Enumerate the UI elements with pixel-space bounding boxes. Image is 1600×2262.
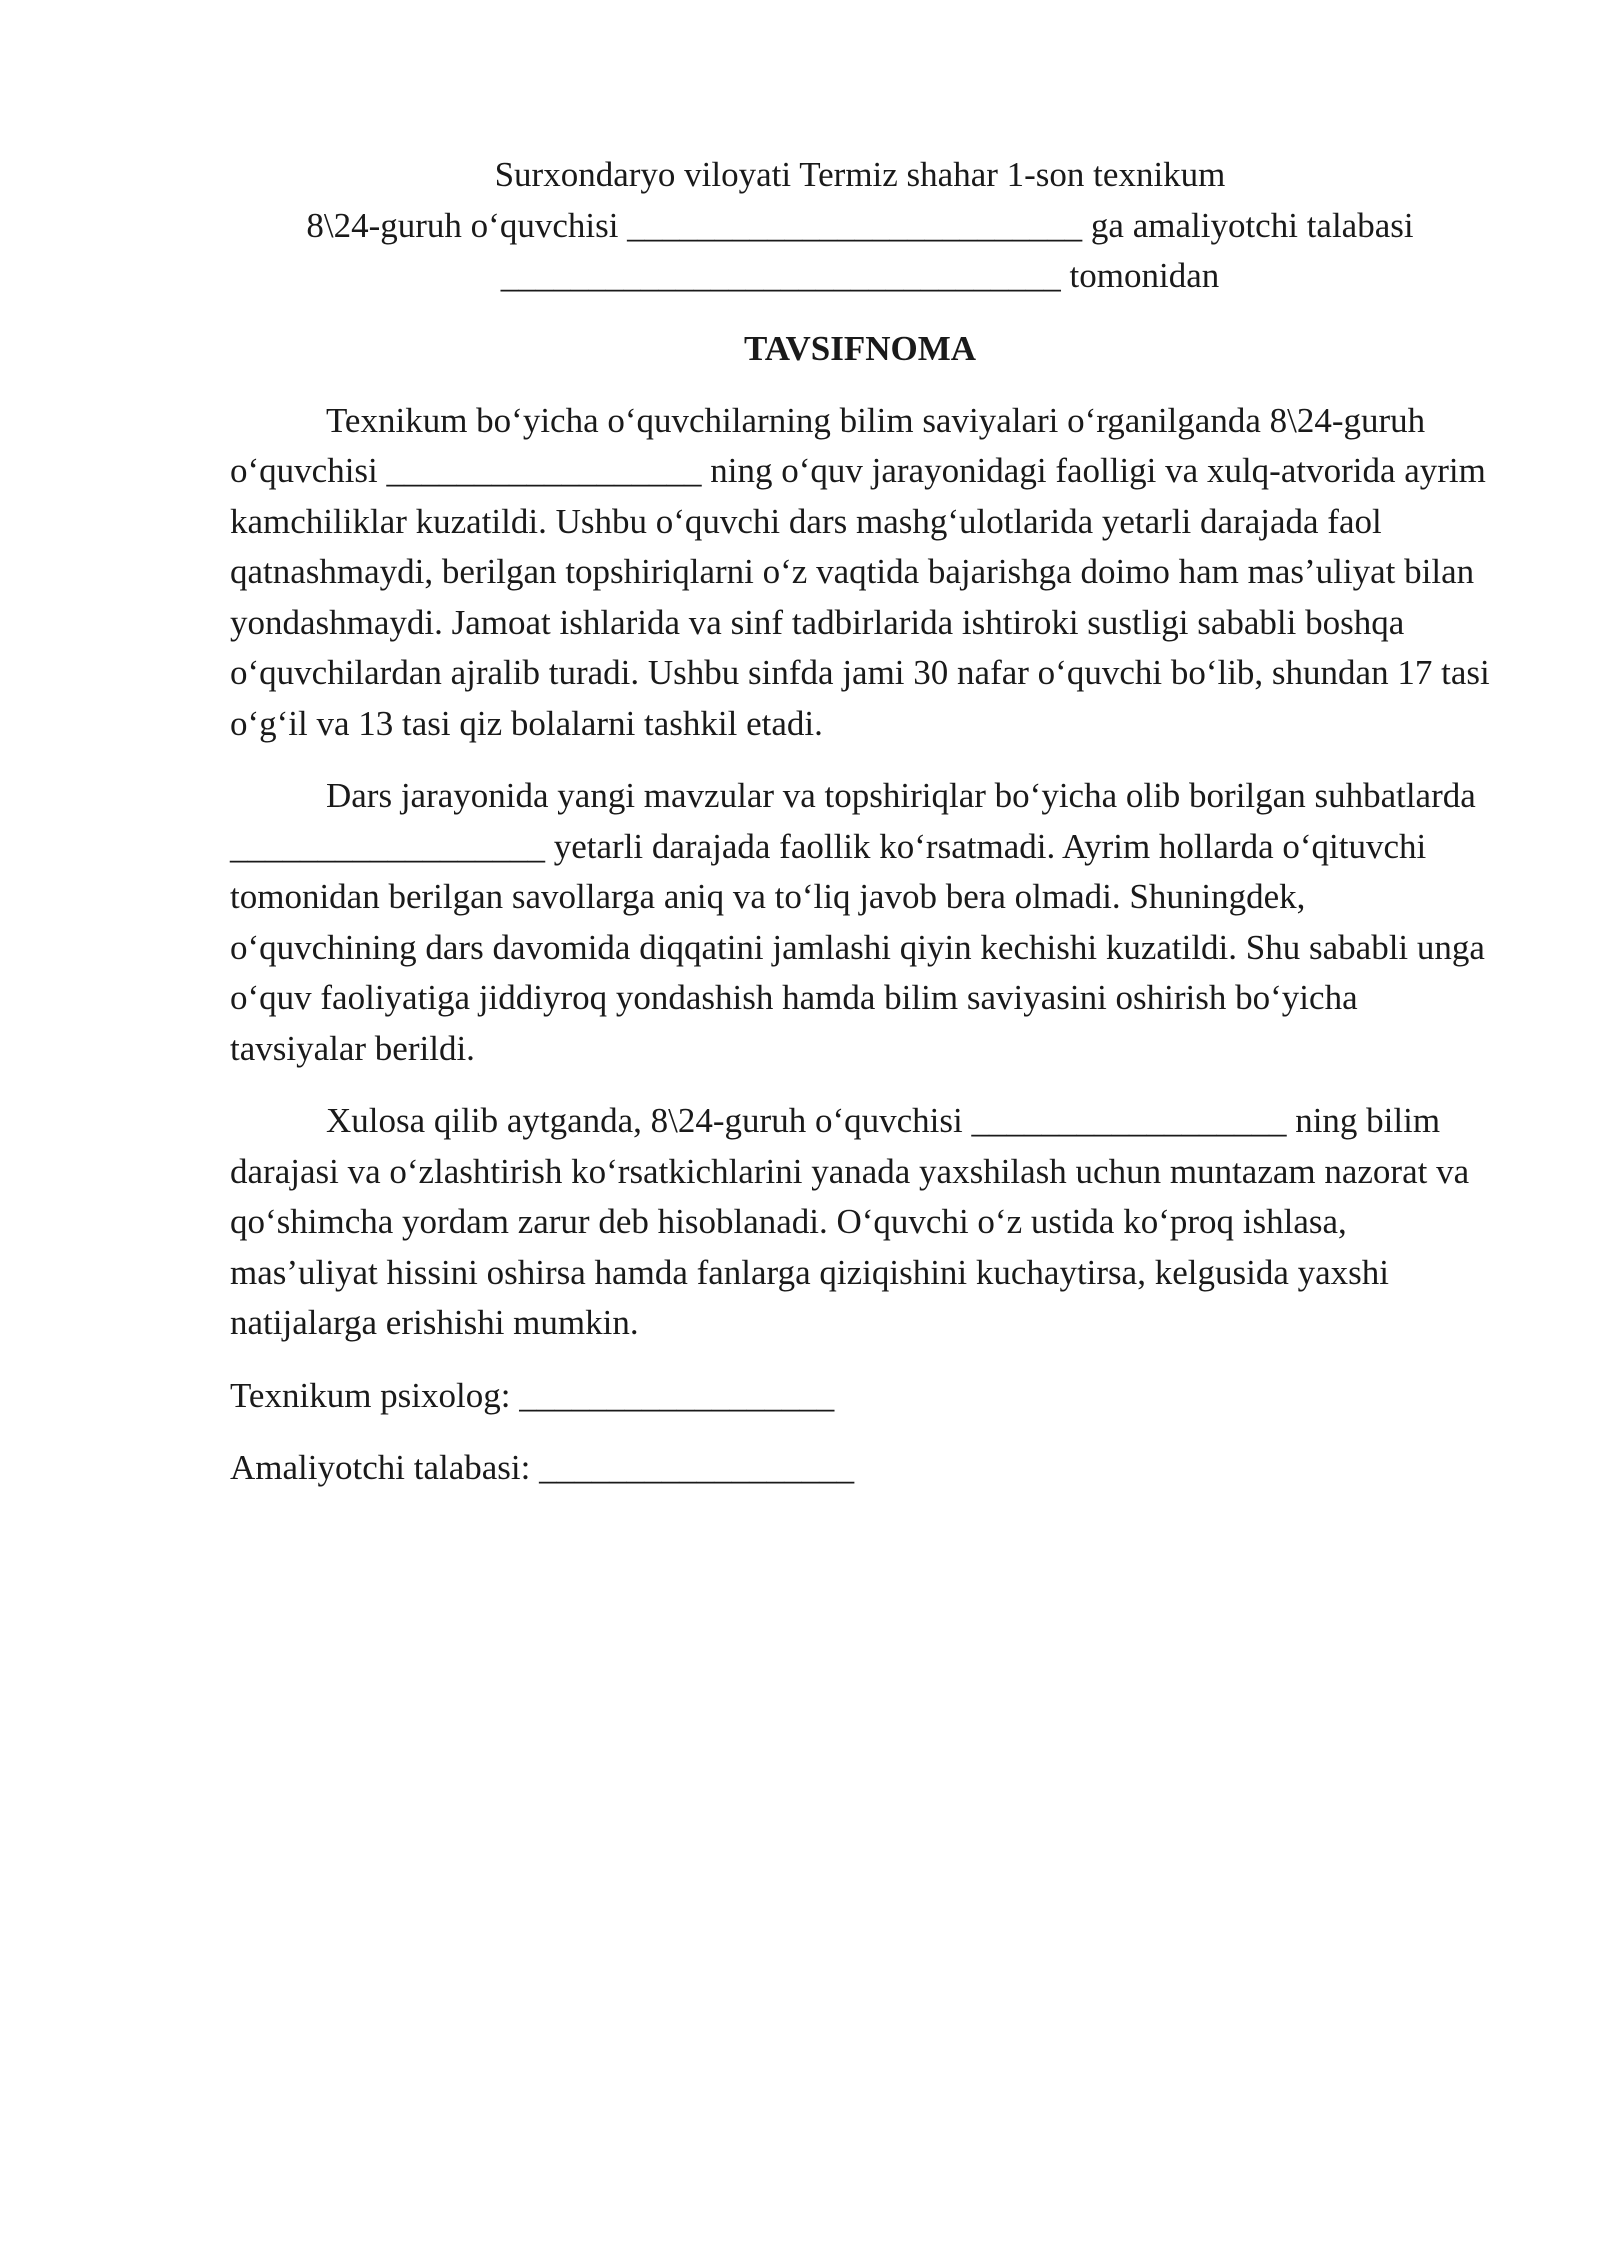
psychologist-signature-line: Texnikum psixolog: __________________ [230, 1375, 835, 1415]
document-title: TAVSIFNOMA [743, 328, 977, 368]
document-page [230, 150, 1490, 1516]
header-author-line: ________________________________ tomonidan [500, 256, 1220, 295]
paragraph-3: Xulosa qilib aytganda, 8\24-guruh o‘quvchisi __________________ ning bilim darajasi va o‘zlashtirish ko‘rsatkichlarini yanada yaxshilash uchun muntazam nazorat va qo‘shimcha yordam zarur deb hisoblanadi. O‘quvchi o‘z ustida ko‘proq ishlasa, mas’uliyat hissini oshirsa hamda fanlarga qiziqishini kuchaytirsa, kelgusida yaxshi natijalarga erishishi mumkin. [230, 1101, 1470, 1342]
paragraph-1: Texnikum bo‘yicha o‘quvchilarning bilim saviyalari o‘rganilganda 8\24-guruh o‘quvchisi __________________ ning o‘quv jarayonidagi faolligi va xulq-atvorida ayrim kamchiliklar kuzatildi. Ushbu o‘quvchi dars mashg‘ulotlarida yetarli darajada faol qatnashmaydi, berilgan topshiriqlarni o‘z vaqtida bajarishga doimo ham mas’uliyat bilan yondashmaydi. Jamoat ishlarida va sinf tadbirlarida ishtiroki sustligi sababli boshqa o‘quvchilardan ajralib turadi. Ushbu sinfda jami 30 nafar o‘quvchi bo‘lib, shundan 17 tasi o‘g‘il va 13 tasi qiz bolalarni tashkil etadi. [230, 400, 1490, 743]
header-group-line: 8\24-guruh o‘quvchisi __________________________ ga amaliyotchi talabasi [306, 205, 1414, 245]
intern-signature-line: Amaliyotchi talabasi: __________________ [230, 1448, 855, 1487]
paragraph-2: Dars jarayonida yangi mavzular va topshiriqlar bo‘yicha olib borilgan suhbatlarda __________________ yetarli darajada faollik ko‘rsatmadi. Ayrim hollarda o‘qituvchi tomonidan berilgan savollarga aniq va to‘liq javob bera olmadi. Shuningdek, o‘quvchining dars davomida diqqatini jamlashi qiyin kechishi kuzatildi. Shu sababli unga o‘quv faoliyatiga jiddiyroq yondashish hamda bilim saviyasini oshirish bo‘yicha tavsiyalar berildi. [230, 776, 1485, 1068]
header-institution: Surxondaryo viloyati Termiz shahar 1-son texnikum [494, 155, 1226, 194]
